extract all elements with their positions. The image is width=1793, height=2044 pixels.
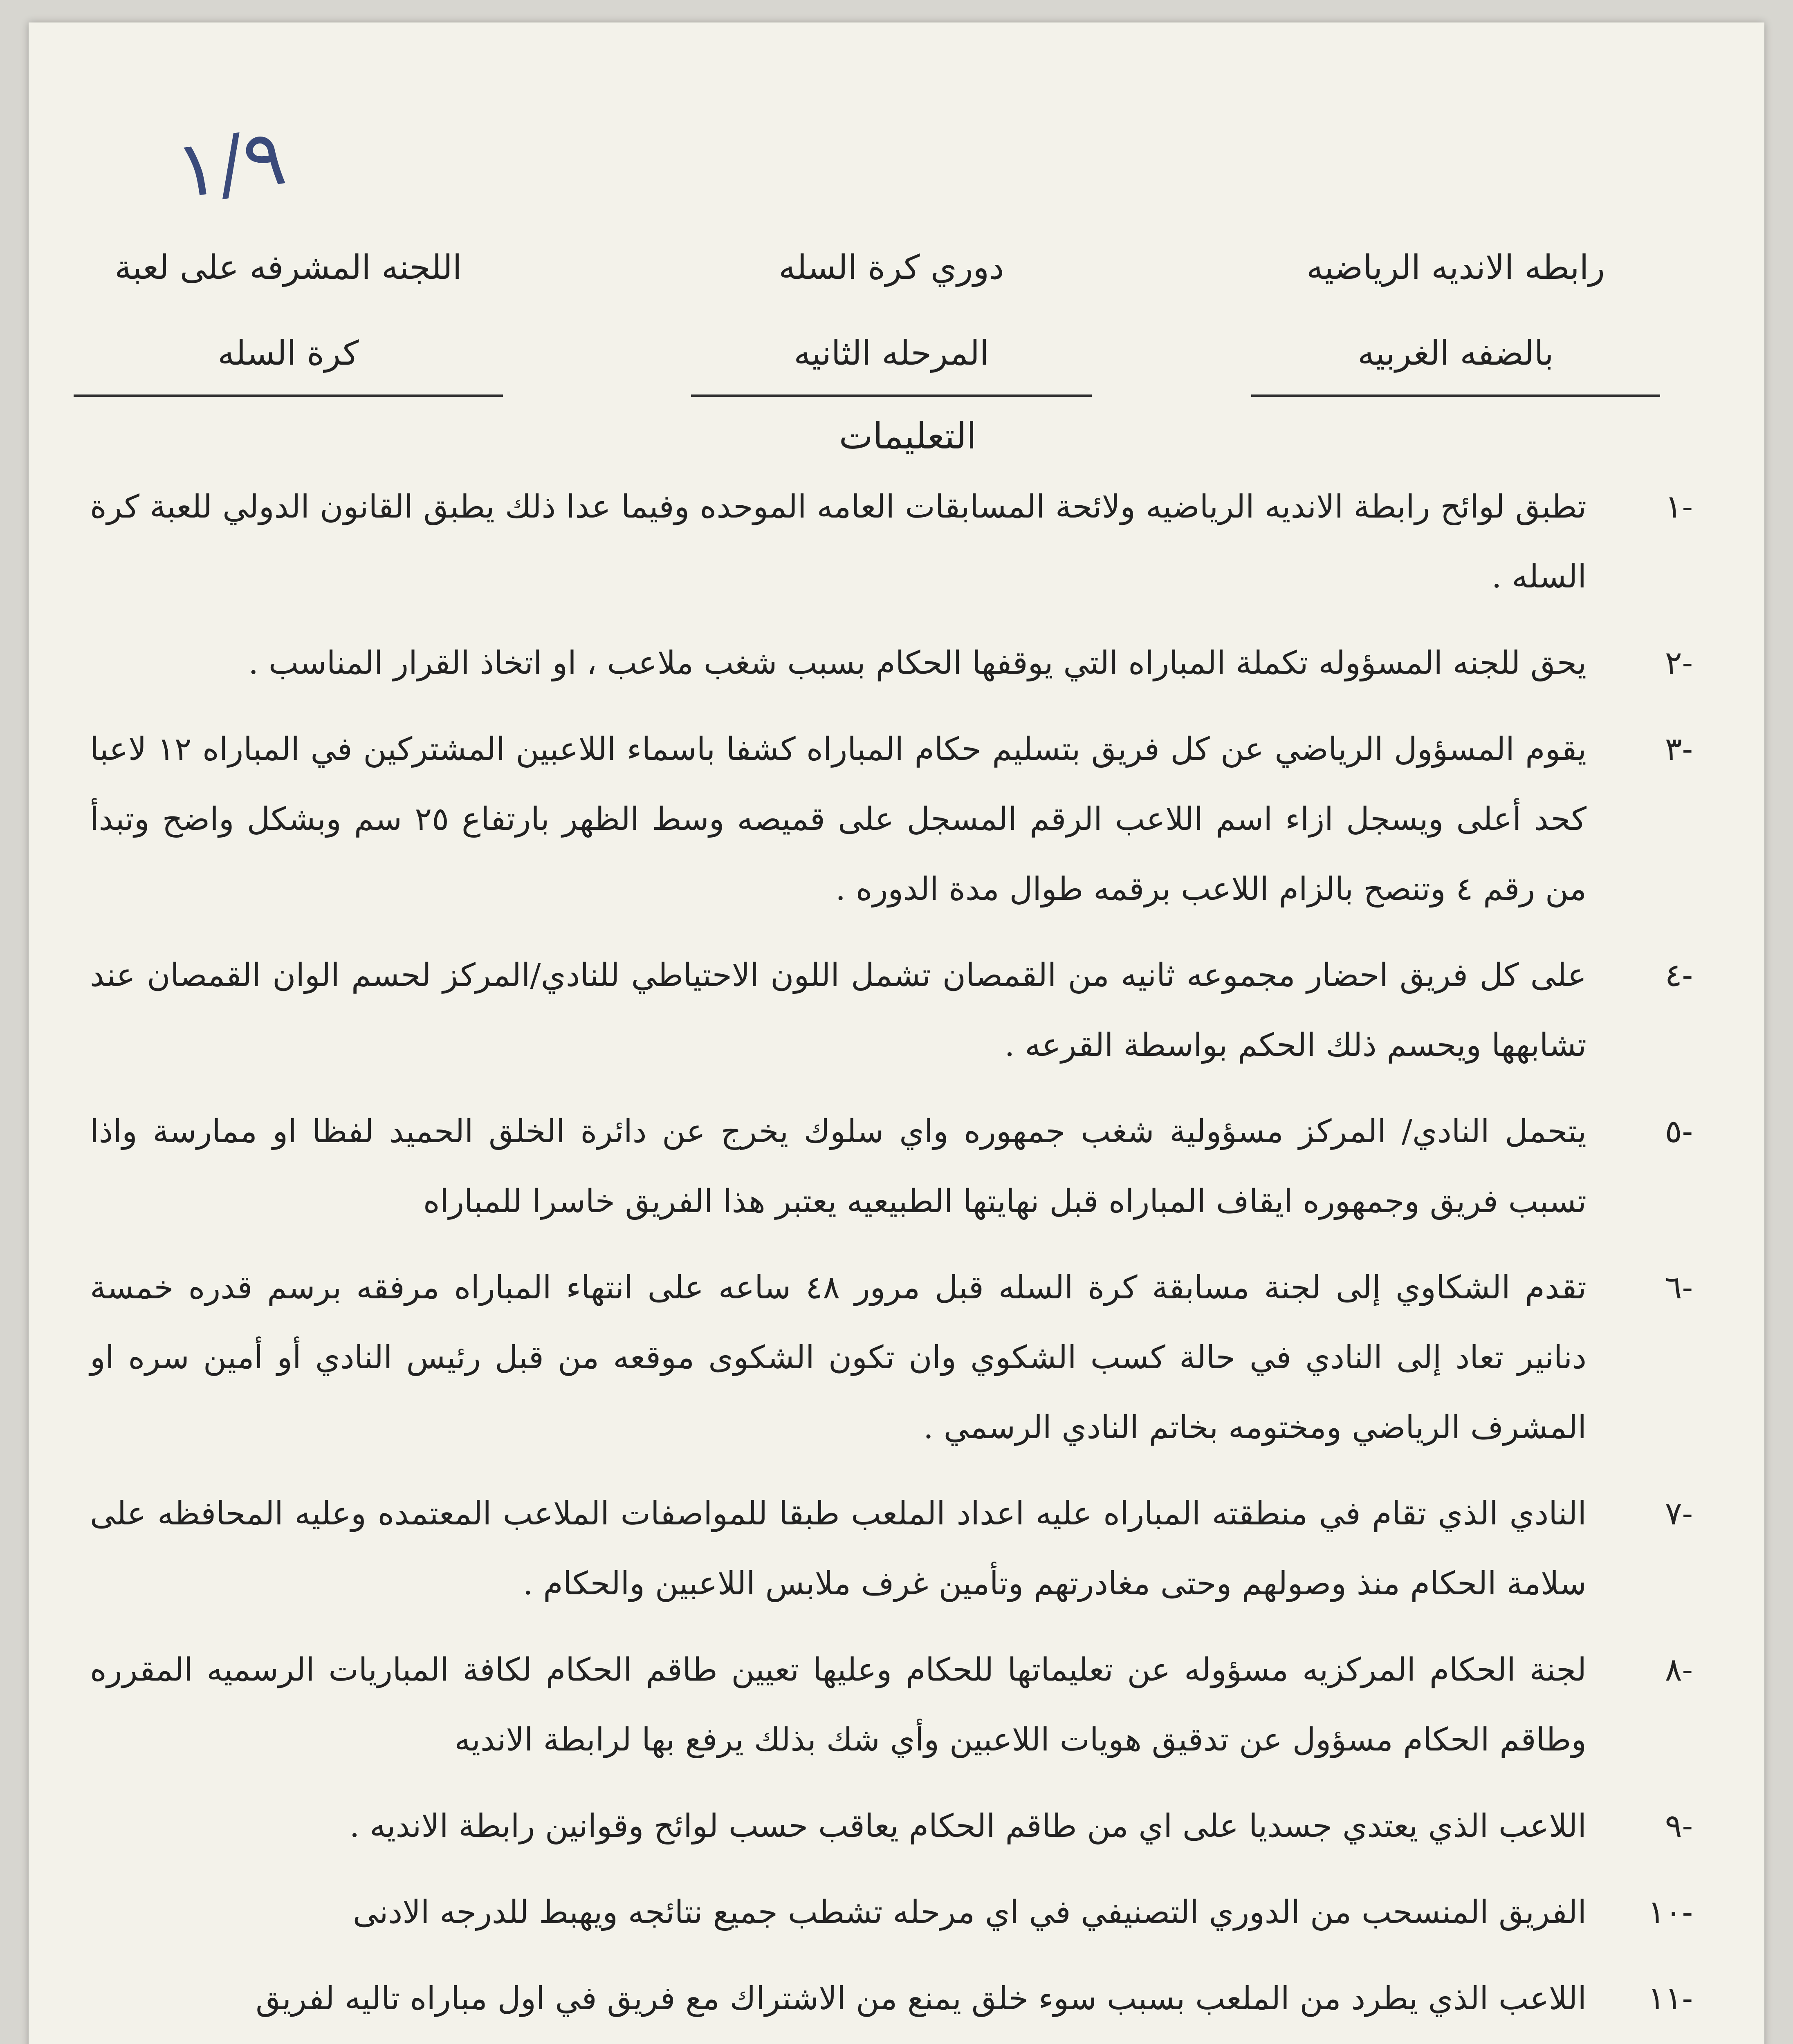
instruction-item [90, 1479, 1693, 1619]
header-tournament-line-1: دوري كرة السله [779, 248, 1004, 287]
header-tournament-line-2: المرحله الثانيه [691, 313, 1092, 397]
instruction-item [90, 1253, 1693, 1463]
instruction-text: اللاعب الذي يطرد من الملعب بسبب سوء خلق يمنع من الاشتراك مع فريق في اول مباراه تاليه لفريق [256, 1980, 1587, 2017]
instruction-number: -١١ [1647, 1980, 1693, 2017]
instruction-item [90, 1964, 1693, 2034]
instruction-text: يقوم المسؤول الرياضي عن كل فريق بتسليم حكام المباراه كشفا باسماء اللاعبين المشتركين في المباراه ١٢ لاعبا كحد أعلى ويسجل ازاء اسم اللاعب الرقم المسجل على قميصه وسط الظهر بارتفاع ٢٥ سم وبشكل واضح وتبدأ من رقم ٤ وتنصح بالزام اللاعب برقمه طوال مدة الدوره . [90, 731, 1587, 908]
instruction-number: -٦ [1665, 1269, 1693, 1306]
header-committee [74, 227, 503, 397]
instruction-number: -٨ [1665, 1652, 1693, 1688]
instruction-text: الفريق المنسحب من الدوري التصنيفي في اي مرحله تشطب جميع نتائجه ويهبط للدرجه الادنى [352, 1894, 1587, 1931]
instruction-item [90, 472, 1693, 612]
instruction-item [90, 628, 1693, 698]
instruction-item [90, 1878, 1693, 1948]
header-league-line-1: رابطه الانديه الرياضيه [1306, 248, 1605, 287]
instruction-number: -٤ [1665, 957, 1693, 994]
instruction-item [90, 715, 1693, 924]
instruction-item [90, 941, 1693, 1080]
header-committee-line-2: كرة السله [74, 313, 503, 397]
instruction-text: يتحمل النادي/ المركز مسؤولية شغب جمهوره واي سلوك يخرج عن دائرة الخلق الحميد لفظا او ممارسة واذا تسبب فريق وجمهوره ايقاف المباراه قبل نهايتها الطبيعيه يعتبر هذا الفريق خاسرا للمباراه [90, 1113, 1587, 1220]
handwritten-annotation: ١/٩ [170, 111, 292, 216]
instruction-text: على كل فريق احضار مجموعه ثانيه من القمصان تشمل اللون الاحتياطي للنادي/المركز لحسم الوان القمصان عند تشابهها ويحسم ذلك الحكم بواسطة القرعه . [90, 957, 1587, 1064]
instruction-text: لجنة الحكام المركزيه مسؤوله عن تعليماتها للحكام وعليها تعيين طاقم الحكام لكافة المباريات الرسميه المقرره وطاقم الحكام مسؤول عن تدقيق هويات اللاعبين وأي شك بذلك يرفع بها لرابطة الانديه [90, 1652, 1587, 1758]
document-page [29, 22, 1764, 2044]
instruction-text: تقدم الشكاوي إلى لجنة مسابقة كرة السله قبل مرور ٤٨ ساعه على انتهاء المباراه مرفقه برسم قدره خمسة دنانير تعاد إلى النادي في حالة كسب الشكوي وان تكون الشكوى موقعه من قبل رئيس النادي أو أمين سره او المشرف الرياضي ومختومه بخاتم النادي الرسمي . [90, 1269, 1587, 1446]
instruction-text: يحق للجنه المسؤوله تكملة المباراه التي يوقفها الحكام بسبب شغب ملاعب ، او اتخاذ القرار المناسب . [248, 645, 1587, 681]
instruction-item [90, 1097, 1693, 1237]
instruction-number: -٧ [1665, 1495, 1693, 1532]
instruction-number: -٩ [1665, 1808, 1693, 1845]
instruction-item [90, 1791, 1693, 1861]
instruction-text: النادي الذي تقام في منطقته المباراه عليه اعداد الملعب طبقا للمواصفات الملاعب المعتمده وعليه المحافظه على سلامة الحكام منذ وصولهم وحتى مغادرتهم وتأمين غرف ملابس اللاعبين والحكام . [90, 1495, 1587, 1602]
instruction-number: -٢ [1665, 645, 1693, 681]
header-league-line-2: بالضفه الغربيه [1251, 313, 1660, 397]
instruction-number: -٥ [1665, 1113, 1693, 1150]
header-committee-line-1: اللجنه المشرفه على لعبة [114, 248, 462, 287]
instruction-number: -١ [1665, 489, 1693, 525]
instruction-item [90, 1635, 1693, 1775]
document-title: التعليمات [839, 415, 977, 457]
instruction-number: -٣ [1665, 731, 1693, 768]
header-tournament [691, 227, 1092, 397]
header-league [1251, 227, 1660, 397]
instruction-text: تطبق لوائح رابطة الانديه الرياضيه ولائحة المسابقات العامه الموحده وفيما عدا ذلك يطبق القانون الدولي للعبة كرة السله . [90, 489, 1587, 595]
instruction-text: اللاعب الذي يعتدي جسديا على اي من طاقم الحكام يعاقب حسب لوائح وقوانين رابطة الانديه . [349, 1808, 1587, 1845]
instruction-number: -١٠ [1647, 1894, 1693, 1931]
instructions-list [90, 472, 1693, 2044]
